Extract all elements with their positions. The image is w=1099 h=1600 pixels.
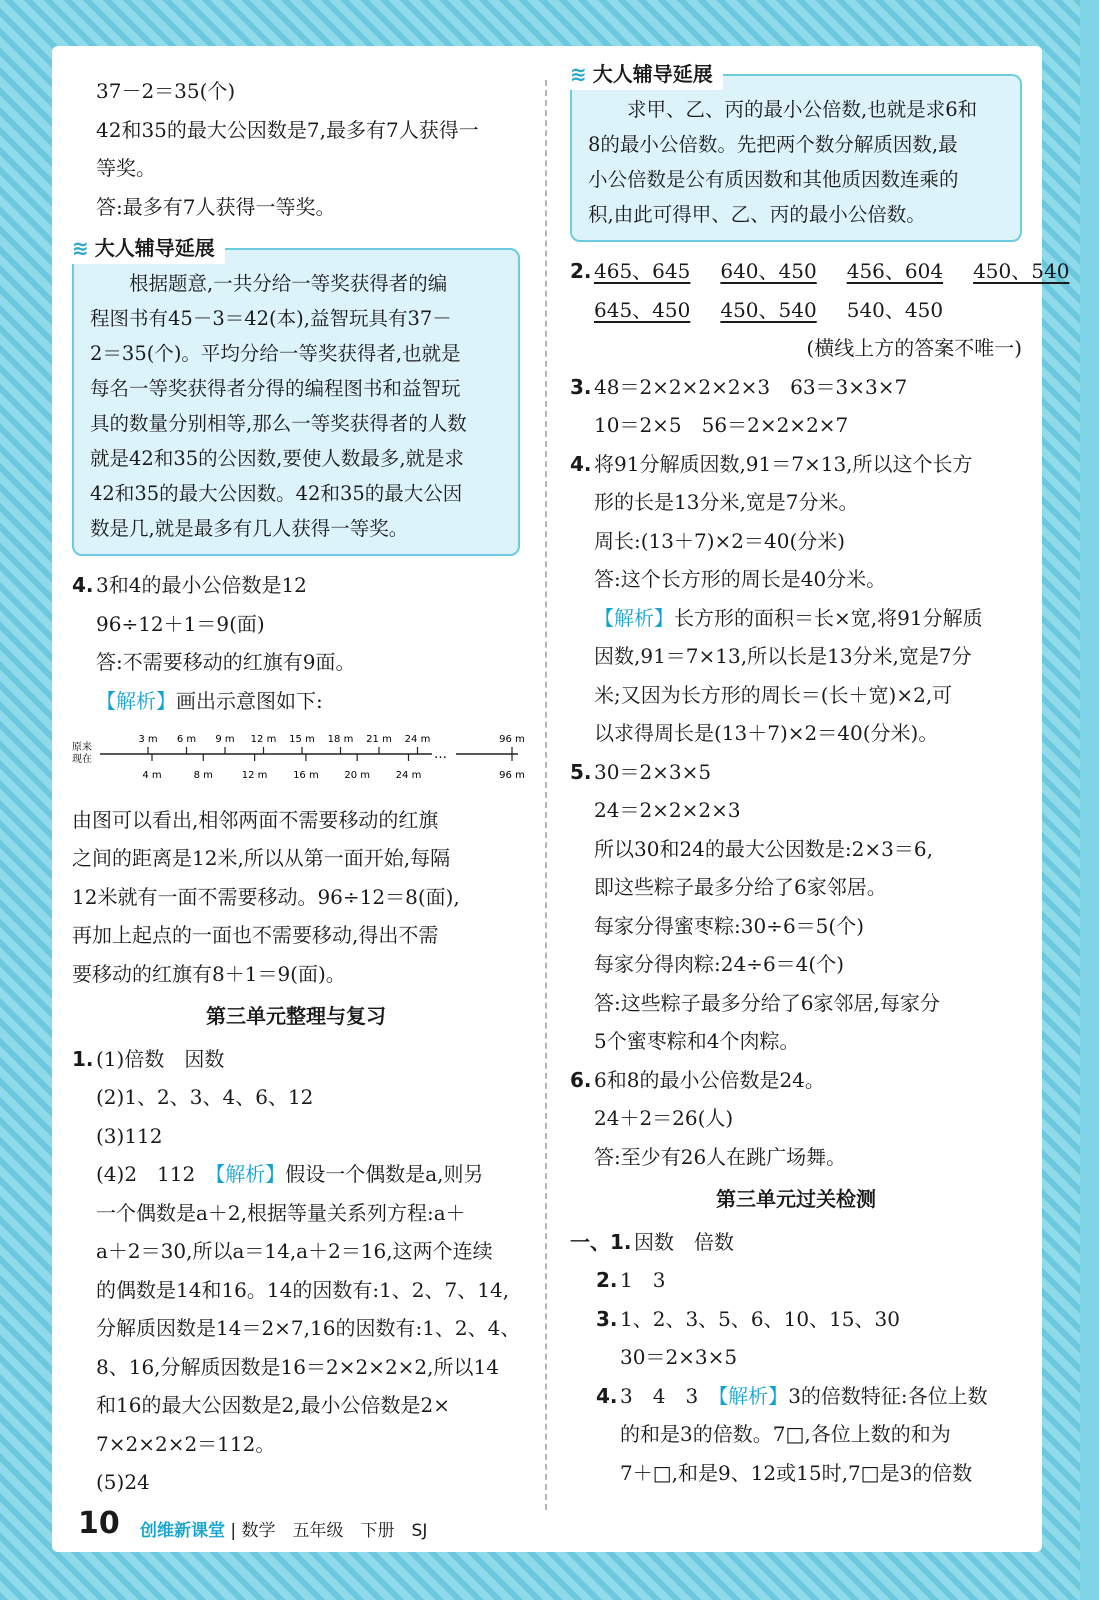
diagram-label-top: 原来 xyxy=(72,742,92,753)
text-line: 每家分得蜜枣粽:30÷6＝5(个) xyxy=(594,913,864,938)
extension-box xyxy=(72,236,520,556)
question-5: 5. 30＝2×3×5 xyxy=(570,759,712,784)
text-line: 37－2＝35(个) xyxy=(96,79,236,103)
left-column xyxy=(72,72,525,1502)
text-line: (2)1、2、3、4、6、12 xyxy=(96,1085,314,1109)
section-heading: 第三单元过关检测 xyxy=(716,1187,876,1211)
extension-line: 具的数量分别相等,那么一等奖获得者的人数 xyxy=(90,412,467,435)
number-line-diagram xyxy=(72,722,525,784)
text-line: 7×2×2×2＝112。 xyxy=(96,1431,276,1456)
question-2: 2. 465、645 640、450 456、604 450、540 xyxy=(570,259,1070,283)
question-1: 1. (1)倍数 因数 xyxy=(72,1046,225,1071)
text-line: 96÷12＋1＝9(面) xyxy=(96,611,265,636)
extension-line: 数是几,就是最多有几人获得一等奖。 xyxy=(90,517,409,540)
brand-name: 创维新课堂 xyxy=(140,1521,225,1541)
text-line: 答:最多有7人获得一等奖。 xyxy=(96,194,336,219)
text-line: 24＋2＝26(人) xyxy=(594,1106,734,1130)
test-question-2: 2. 1 3 xyxy=(596,1268,666,1292)
text-line: 米;又因为长方形的周长＝(长＋宽)×2,可 xyxy=(594,682,953,707)
bottom-ticks xyxy=(142,754,524,781)
book-info: 创维新课堂 | 数学 五年级 下册 SJ xyxy=(140,1521,428,1541)
test-question-3: 3. 1、2、3、5、6、10、15、30 xyxy=(596,1306,900,1331)
analysis-tag: 【解析】 xyxy=(215,1162,286,1186)
text-line: 形的长是13分米,宽是7分米。 xyxy=(594,490,859,514)
text-line: 的和是3的倍数。7□,各位上数的和为 xyxy=(620,1422,951,1446)
diagram-tick-label: 4 m xyxy=(142,770,162,781)
analysis-line: (4)2 112 【解析】假设一个偶数是a,则另 xyxy=(96,1162,484,1186)
text-line: (3)112 xyxy=(96,1123,163,1148)
page xyxy=(52,46,1070,1552)
text-line: 再加上起点的一面也不需要移动,得出不需 xyxy=(72,923,439,947)
analysis-tag: 【解析】 xyxy=(718,1383,789,1408)
extension-line: 8的最小公倍数。先把两个数分解质因数,最 xyxy=(588,133,958,156)
extension-line: 小公倍数是公有质因数和其他质因数连乘的 xyxy=(588,168,959,191)
extension-line: 求甲、乙、丙的最小公倍数,也就是求6和 xyxy=(627,98,978,121)
extension-line: 根据题意,一共分给一等奖获得者的编 xyxy=(129,272,448,295)
text-line: 因数,91＝7×13,所以长是13分米,宽是7分 xyxy=(594,644,972,668)
text-line: 由图可以看出,相邻两面不需要移动的红旗 xyxy=(72,807,439,832)
extension-line: 就是42和35的公因数,要使人数最多,就是求 xyxy=(90,447,465,470)
test-question-4: 4. 3 4 3 【解析】3的倍数特征:各位上数 xyxy=(596,1383,988,1408)
text-line: 的偶数是14和16。14的因数有:1、2、7、14, xyxy=(96,1277,510,1302)
text-line: 分解质因数是14＝2×7,16的因数有:1、2、4、 xyxy=(96,1316,521,1340)
diagram-tick-label: 96 m xyxy=(499,734,525,745)
test-question-1: 一、1. 因数 倍数 xyxy=(570,1229,734,1254)
diagram-tick-label: 15 m xyxy=(289,734,315,745)
diagram-tick-label: 21 m xyxy=(366,734,392,745)
diagram-tick-label: 9 m xyxy=(215,734,235,745)
question-4: 4. 3和4的最小公倍数是12 xyxy=(72,573,307,597)
diagram-tick-label: 12 m xyxy=(250,734,277,745)
extension-box xyxy=(570,62,1022,242)
text-line: 答:不需要移动的红旗有9面。 xyxy=(96,650,356,674)
text-line: 之间的距离是12米,所以从第一面开始,每隔 xyxy=(72,846,451,870)
text-line: (5)24 xyxy=(96,1470,150,1494)
right-column xyxy=(570,62,1070,1492)
text-line: 12米就有一面不需要移动。96÷12＝8(面), xyxy=(72,884,460,909)
analysis-tag: 【解析】 xyxy=(594,605,674,630)
column-divider xyxy=(545,80,547,1510)
text-line: 即这些粽子最多分给了6家邻居。 xyxy=(594,875,887,899)
answer-row: 645、450 450、540 540、450 xyxy=(594,297,944,322)
diagram-tick-label: 8 m xyxy=(193,770,213,781)
waves-icon: ≋ xyxy=(570,62,587,86)
diagram-tick-label: 24 m xyxy=(395,770,422,781)
answer-note: (横线上方的答案不唯一) xyxy=(806,336,1022,360)
extension-line: 积,由此可得甲、乙、丙的最小公倍数。 xyxy=(588,203,926,226)
diagram-tick-label: 3 m xyxy=(138,734,158,745)
text-line: 24＝2×2×2×3 xyxy=(594,798,741,822)
extension-line: 42和35的最大公因数。42和35的最大公因 xyxy=(90,482,463,505)
text-line: 所以30和24的最大公因数是:2×3＝6, xyxy=(594,836,933,861)
text-line: 等奖。 xyxy=(96,156,156,180)
text-line: 7＋□,和是9、12或15时,7□是3的倍数 xyxy=(620,1460,973,1485)
diagram-label-bottom: 现在 xyxy=(72,754,92,765)
analysis-tag: 【解析】 xyxy=(96,688,176,713)
text-line: 答:至少有26人在跳广场舞。 xyxy=(594,1144,847,1169)
text-line: 10＝2×5 56＝2×2×2×7 xyxy=(594,413,849,437)
text-line: 一个偶数是a＋2,根据等量关系列方程:a＋ xyxy=(96,1200,466,1225)
extension-line: 2＝35(个)。平均分给一等奖获得者,也就是 xyxy=(90,342,461,365)
waves-icon: ≋ xyxy=(72,236,89,260)
text-line: 42和35的最大公因数是7,最多有7人获得一 xyxy=(96,117,479,142)
section-heading: 第三单元整理与复习 xyxy=(206,1004,386,1028)
diagram-tick-label: 96 m xyxy=(499,770,525,781)
text-line: a＋2＝30,所以a＝14,a＋2＝16,这两个连续 xyxy=(96,1239,493,1263)
extension-line: 程图书有45－3＝42(本),益智玩具有37－ xyxy=(90,307,452,330)
question-6: 6. 6和8的最小公倍数是24。 xyxy=(570,1067,825,1092)
text-line: 周长:(13＋7)×2＝40(分米) xyxy=(594,528,846,553)
text-line: 要移动的红旗有8＋1＝9(面)。 xyxy=(72,961,346,986)
extension-line: 每名一等奖获得者分得的编程图书和益智玩 xyxy=(90,377,461,400)
question-3: 3. 48＝2×2×2×2×3 63＝3×3×7 xyxy=(570,374,908,399)
text-line: 30＝2×3×5 xyxy=(620,1345,738,1369)
page-number: 10 xyxy=(78,1506,120,1541)
text-line: 每家分得肉粽:24÷6＝4(个) xyxy=(594,952,844,976)
analysis-line: 【解析】画出示意图如下: xyxy=(96,688,323,713)
diagram-tick-label: 16 m xyxy=(293,770,319,781)
text-line: 8、16,分解质因数是16＝2×2×2×2,所以14 xyxy=(96,1354,499,1379)
diagram-tick-label: 20 m xyxy=(344,770,371,781)
diagram-tick-label: 24 m xyxy=(404,734,431,745)
text-line: 以求得周长是(13＋7)×2＝40(分米)。 xyxy=(594,721,939,745)
question-4: 4. 将91分解质因数,91＝7×13,所以这个长方 xyxy=(570,451,973,476)
analysis-line: 【解析】长方形的面积＝长×宽,将91分解质 xyxy=(594,605,983,630)
top-ticks xyxy=(138,734,524,754)
diagram-tick-label: 6 m xyxy=(176,734,197,745)
diagram-ellipsis: … xyxy=(434,747,447,762)
extension-box-title: ≋ 大人辅导延展 xyxy=(72,232,225,264)
diagram-tick-label: 18 m xyxy=(327,734,354,745)
extension-box-title: ≋ 大人辅导延展 xyxy=(570,58,723,90)
text-line: 5个蜜枣粽和4个肉粽。 xyxy=(594,1029,800,1053)
diagram-tick-label: 12 m xyxy=(241,770,268,781)
text-line: 答:这个长方形的周长是40分米。 xyxy=(594,567,887,591)
text-line: 和16的最大公因数是2,最小公倍数是2× xyxy=(96,1393,451,1417)
text-line: 答:这些粽子最多分给了6家邻居,每家分 xyxy=(594,990,940,1015)
